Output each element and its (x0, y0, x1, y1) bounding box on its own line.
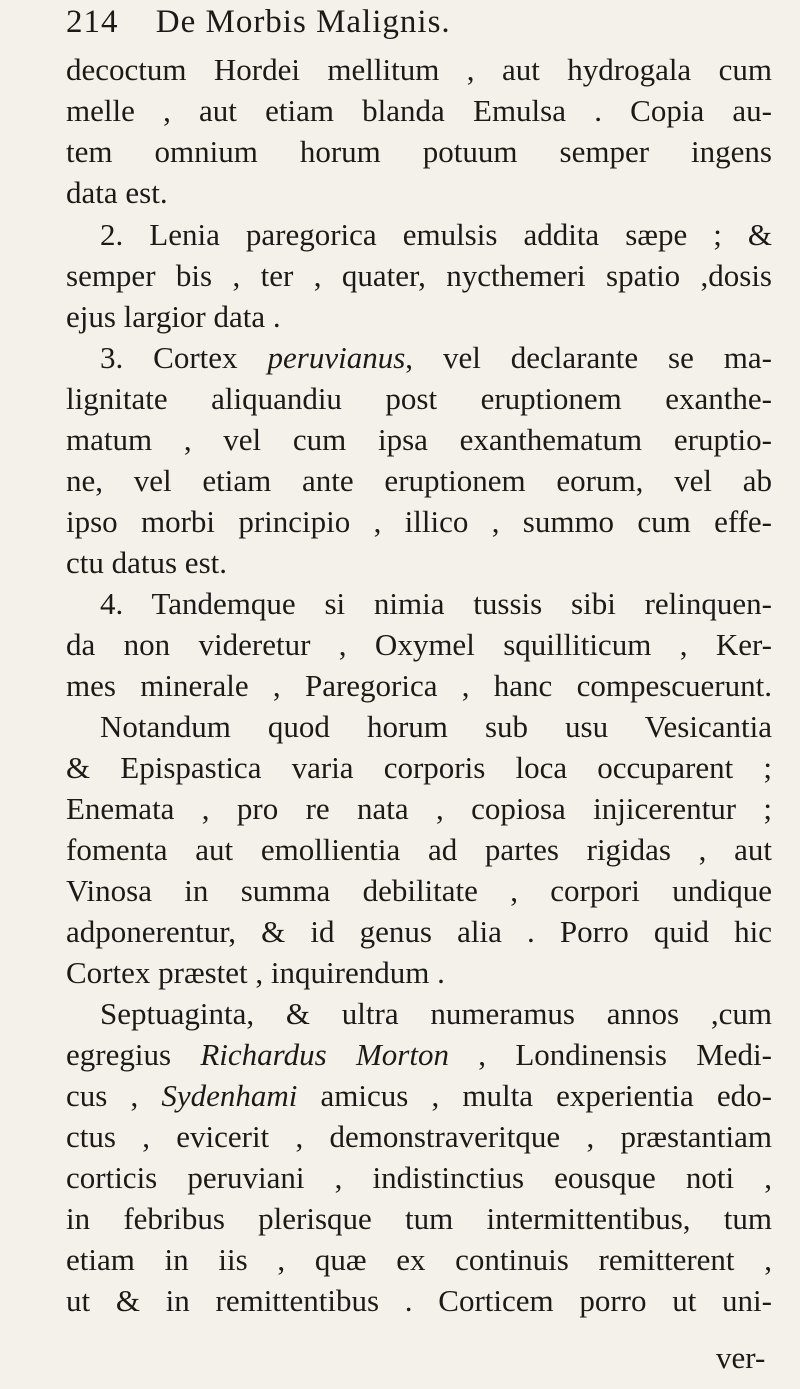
text-line: corticis peruviani , indistinctius eousque noti , (66, 1160, 772, 1195)
text-line: semper bis , ter , quater, nycthemeri spatio ,dosis (66, 258, 772, 293)
text-line: ut & in remittentibus . Corticem porro ut uni- (66, 1283, 772, 1318)
text-line: Vinosa in summa debilitate , corpori undique (66, 873, 772, 908)
text-line: Cortex præstet , inquirendum . (66, 955, 445, 990)
text-line: 3. Cortex peruvianus, vel declarante se ma- (100, 340, 772, 375)
text-line: & Epispastica varia corporis loca occuparent ; (66, 750, 772, 785)
text-line: in febribus plerisque tum intermittentibus, tum (66, 1201, 772, 1236)
text-line: decoctum Hordei mellitum , aut hydrogala cum (66, 52, 772, 87)
text-line: ipso morbi principio , illico , summo cum effe- (66, 504, 772, 539)
text-line: lignitate aliquandiu post eruptionem exanthe- (66, 381, 772, 416)
text-line: data est. (66, 175, 168, 210)
text-line: ctus , evicerit , demonstraveritque , præstantiam (66, 1119, 772, 1154)
running-header (66, 4, 766, 48)
text-line: Notandum quod horum sub usu Vesicantia (100, 709, 772, 744)
running-title: De Morbis Malignis. (155, 4, 451, 40)
text-line: 4. Tandemque si nimia tussis sibi relinquen- (100, 586, 772, 621)
text-line: cus , Sydenhami amicus , multa experientia edo- (66, 1078, 773, 1113)
text-line: mes minerale , Paregorica , hanc compescuerunt. (66, 668, 772, 703)
catchword: ver- (716, 1340, 766, 1375)
text-line: adponerentur, & id genus alia . Porro quid hic (66, 914, 772, 949)
text-line: Septuaginta, & ultra numeramus annos ,cum (100, 996, 772, 1031)
text-line: matum , vel cum ipsa exanthematum eruptio- (66, 422, 772, 457)
text-line: 2. Lenia paregorica emulsis addita sæpe ; & (100, 217, 772, 252)
text-line: fomenta aut emollientia ad partes rigidas , aut (66, 832, 772, 867)
page-number: 214 (66, 4, 119, 40)
text-line: ctu datus est. (66, 545, 227, 580)
text-line: egregius Richardus Morton , Londinensis Medi- (66, 1037, 772, 1072)
text-line: ejus largior data . (66, 299, 281, 334)
text-line: da non videretur , Oxymel squilliticum , Ker- (66, 627, 772, 662)
text-line: etiam in iis , quæ ex continuis remitterent , (66, 1242, 772, 1277)
text-line: Enemata , pro re nata , copiosa injicerentur ; (66, 791, 772, 826)
text-line: tem omnium horum potuum semper ingens (66, 134, 772, 169)
text-line: melle , aut etiam blanda Emulsa . Copia au- (66, 93, 772, 128)
text-line: ne, vel etiam ante eruptionem eorum, vel ab (66, 463, 772, 498)
